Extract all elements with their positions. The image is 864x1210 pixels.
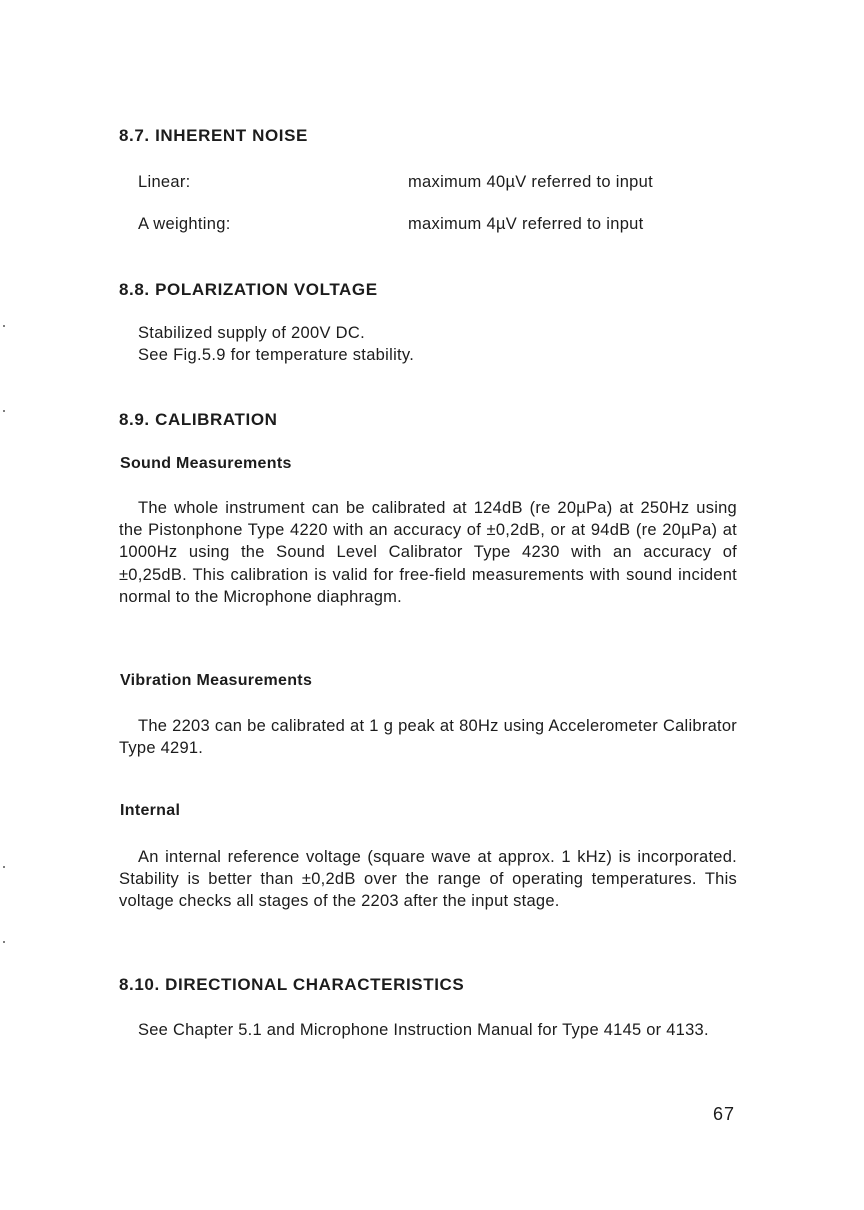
section-heading-inherent-noise: 8.7. INHERENT NOISE xyxy=(119,126,308,145)
paragraph-internal: An internal reference voltage (square wave at approx. 1 kHz) is incorporated. Stability is better than ±0,2dB over the range of operating temperatures. This voltage checks all stages of the 2203 after the input stage. xyxy=(119,848,737,911)
section-heading-calibration: 8.9. CALIBRATION xyxy=(119,410,278,429)
subheading-vibration-measurements: Vibration Measurements xyxy=(120,672,313,689)
subheading-sound-measurements: Sound Measurements xyxy=(120,455,292,472)
noise-linear-value: maximum 40µV referred to input xyxy=(408,173,654,191)
paragraph-sound-measurements: The whole instrument can be calibrated at 124dB (re 20µPa) at 250Hz using the Pistonphone Type 4220 with an accuracy of ±0,2dB, or at 94dB (re 20µPa) at 1000Hz using the Sound Level Calibrator Type 4230 with an accuracy of ±0,25dB. This calibration is valid for free-field measurements with sound incident normal to the Microphone diaphragm. xyxy=(119,499,737,606)
paragraph-directional-characteristics: See Chapter 5.1 and Microphone Instruction Manual for Type 4145 or 4133. xyxy=(138,1021,709,1039)
scan-speck xyxy=(3,410,5,412)
polarization-line-1: Stabilized supply of 200V DC. xyxy=(138,324,365,342)
section-heading-directional-characteristics: 8.10. DIRECTIONAL CHARACTERISTICS xyxy=(119,975,465,994)
noise-a-weighting-value: maximum 4µV referred to input xyxy=(408,215,644,233)
paragraph-vibration-measurements: The 2203 can be calibrated at 1 g peak at 80Hz using Accelerometer Calibrator Type 4291. xyxy=(119,717,737,758)
subheading-internal: Internal xyxy=(120,802,181,819)
section-heading-polarization-voltage: 8.8. POLARIZATION VOLTAGE xyxy=(119,280,378,299)
scan-speck xyxy=(3,866,5,868)
noise-a-weighting-label: A weighting: xyxy=(138,215,231,233)
noise-linear-label: Linear: xyxy=(138,173,191,191)
page-number: 67 xyxy=(713,1104,736,1124)
scan-speck xyxy=(3,325,5,327)
scan-speck xyxy=(3,941,5,943)
polarization-line-2: See Fig.5.9 for temperature stability. xyxy=(138,346,415,364)
